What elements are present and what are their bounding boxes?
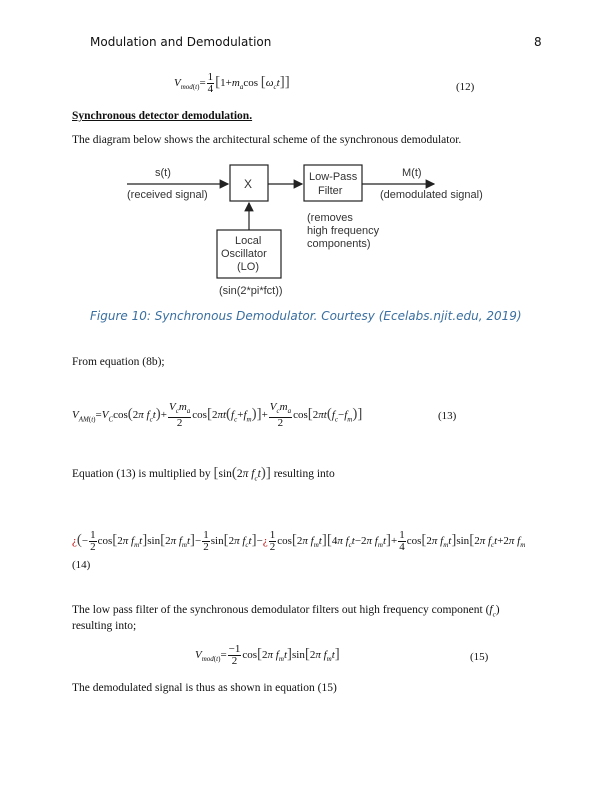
closing-paragraph: The demodulated signal is thus as shown in equation (15) xyxy=(72,682,337,694)
synchronous-demodulator-diagram xyxy=(122,160,492,305)
filter-note-line2: high frequency xyxy=(307,225,380,237)
figure-caption: Figure 10: Synchronous Demodulator. Courtesy (Ecelabs.njit.edu, 2019) xyxy=(90,309,522,323)
intro-paragraph: The diagram below shows the architectural scheme of the synchronous demodulator. xyxy=(72,134,462,146)
filter-note-line1: (removes xyxy=(307,212,353,224)
lowpass-paragraph-line2: resulting into; xyxy=(72,620,137,632)
lo-label-line1: Local xyxy=(235,235,262,247)
equation-14-number: (14) xyxy=(72,559,91,571)
mixer-label: X xyxy=(244,177,253,191)
lowpass-text-end: ) xyxy=(495,604,500,616)
filter-label-line1: Low-Pass xyxy=(309,171,358,183)
equation-15-number: (15) xyxy=(470,651,489,663)
equation-13: $V_{AM(t)}=V_C\cos(2\pi$ $f_ct)+$ $\frac{V_cm_a}{2}$ $\cos[2\pi t(f_c+f_m)]+$ $\frac{V_cm_a}{2}$ $\cos[2\pi t(f_c-f_m)]$ xyxy=(72,401,363,430)
lowpass-paragraph-line1: The low pass filter of the synchronous demodulator filters out high frequency component $(f_c)$ xyxy=(72,604,500,619)
multiplied-text-a: Equation (13) is multiplied by xyxy=(72,468,211,480)
multiplied-expression: [sin(2π $f_ct$)] xyxy=(213,465,271,483)
lo-label-line3: (LO) xyxy=(237,261,259,273)
from-equation-text: From equation (8b); xyxy=(72,356,165,368)
multiplied-text xyxy=(72,465,335,482)
lo-formula: (sin(2*pi*fct)) xyxy=(219,285,283,297)
running-header-title: Modulation and Demodulation xyxy=(90,35,272,49)
page-number: 8 xyxy=(534,35,542,49)
multiplied-text-b: resulting into xyxy=(273,468,335,480)
filter-label-line2: Filter xyxy=(318,185,343,197)
equation-14: ¿(− $\frac{1}{2}$ cos[2π $f_mt]\sin[2\pi$ $f_mt]-$ $\frac{1}{2}$ sin[2π $f_ct]-¿$ $\frac{1}{2}$ cos[2π $f_mt][4\pi$ $f_ct-2\pi$ $f_mt]+$ $\frac{1}{4}$ cos[2π $f_mt]\sin[2\pi$ $f_ct+2\pi$ $f_m$ xyxy=(72,530,526,553)
output-label: M(t) xyxy=(402,167,422,179)
filter-note-line3: components) xyxy=(307,238,371,250)
section-heading: Synchronous detector demodulation. xyxy=(72,110,253,122)
input-sublabel: (received signal) xyxy=(127,189,208,201)
input-label: s(t) xyxy=(155,167,171,179)
equation-15: $V_{mod(t)}=$ $\frac{-1}{2}$ cos[2π $f_mt]\sin[2\pi$ $f_mt$] xyxy=(195,643,340,667)
equation-12-number: (12) xyxy=(456,81,475,93)
equation-12: $V_{mod(t)}=$ $\frac{1}{4}$ [$1+m_a\cos$ $[\omega_ct]$] xyxy=(174,71,290,95)
output-sublabel: (demodulated signal) xyxy=(380,189,483,201)
lowpass-text: The low pass filter of the synchronous demodulator filters out high frequency component ( xyxy=(72,604,490,616)
lo-label-line2: Oscillator xyxy=(221,248,267,260)
equation-13-number: (13) xyxy=(438,410,457,422)
